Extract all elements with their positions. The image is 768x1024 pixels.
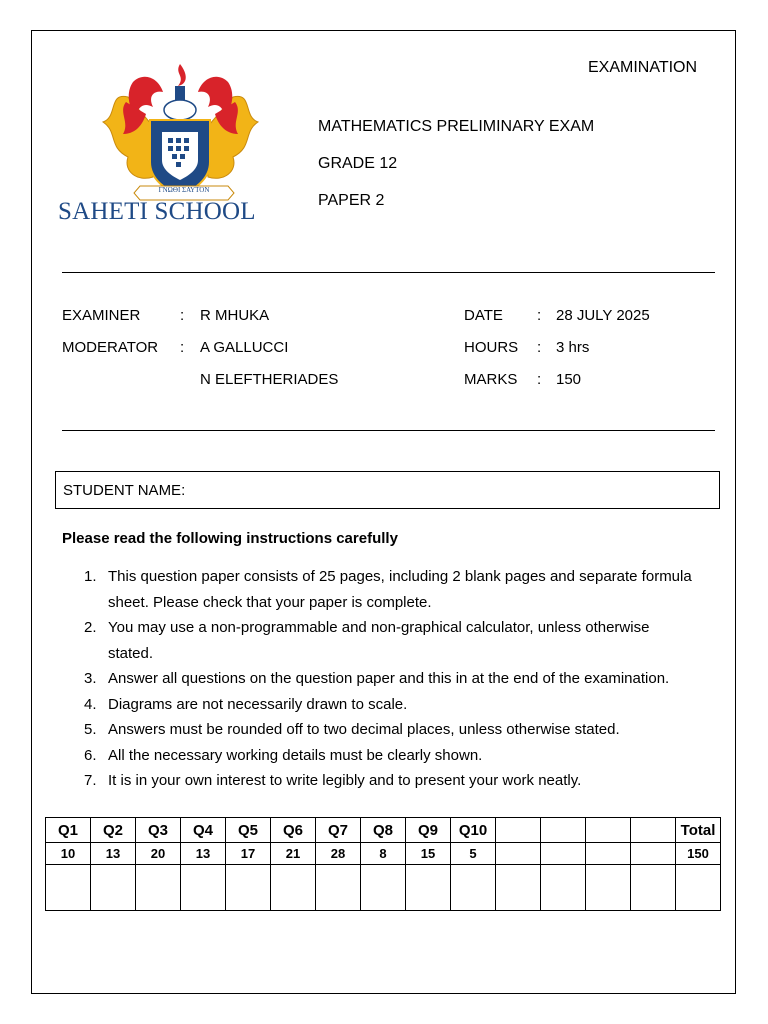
exam-title: MATHEMATICS PRELIMINARY EXAM xyxy=(318,118,595,135)
instruction-number: 5. xyxy=(84,721,97,738)
instructions-list xyxy=(62,564,722,794)
instruction-text: All the necessary working details must be clearly shown. xyxy=(108,746,483,764)
instruction-text: This question paper consists of 25 pages, including 2 blank pages and separate formula xyxy=(108,568,692,585)
marks-score-cell[interactable] xyxy=(316,865,361,911)
marks-value-cell xyxy=(586,843,631,865)
marks-score-cell[interactable] xyxy=(271,865,316,911)
date-value: 28 JULY 2025 xyxy=(556,307,650,324)
marks-values-row xyxy=(46,843,721,865)
marks-header-cell: Q8 xyxy=(361,818,406,843)
marks-value-cell: 10 xyxy=(46,843,91,865)
marks-header-cell: Q7 xyxy=(316,818,361,843)
marks-value-cell: 13 xyxy=(181,843,226,865)
marks-value-cell: 5 xyxy=(451,843,496,865)
marks-score-cell[interactable] xyxy=(361,865,406,911)
marks-score-cell[interactable] xyxy=(406,865,451,911)
marks-value-cell: 20 xyxy=(136,843,181,865)
instruction-item xyxy=(62,564,722,615)
marks-header-cell xyxy=(541,818,586,843)
marks-value-cell: 21 xyxy=(271,843,316,865)
marks-value-cell xyxy=(631,843,676,865)
marks-value-cell: 13 xyxy=(91,843,136,865)
instruction-text: Answers must be rounded off to two decimal places, unless otherwise stated. xyxy=(108,721,620,738)
instruction-text: stated. xyxy=(108,644,154,662)
marks-score-cell[interactable] xyxy=(451,865,496,911)
divider-top xyxy=(62,272,715,273)
student-name-field[interactable] xyxy=(55,471,720,509)
marks-header-cell: Q9 xyxy=(406,818,451,843)
marks-value-cell: 17 xyxy=(226,843,271,865)
date-separator: : xyxy=(537,307,542,324)
marks-score-cell[interactable] xyxy=(496,865,541,911)
examiner-separator: : xyxy=(180,307,185,324)
moderator-label: MODERATOR xyxy=(62,339,159,356)
hours-separator: : xyxy=(537,339,542,356)
marks-score-cell[interactable] xyxy=(226,865,271,911)
instruction-text: It is in your own interest to write legibly and to present your work neatly. xyxy=(108,772,582,789)
marks-score-cell[interactable] xyxy=(136,865,181,911)
examiner-label: EXAMINER xyxy=(62,307,141,324)
marks-value: 150 xyxy=(556,371,582,388)
paper-label: PAPER 2 xyxy=(318,192,385,209)
instruction-text: Diagrams are not necessarily drawn to scale. xyxy=(108,695,408,713)
instruction-text: You may use a non-programmable and non-graphical calculator, unless otherwise xyxy=(108,619,650,636)
instruction-number: 4. xyxy=(84,695,97,713)
instruction-item xyxy=(62,768,722,794)
marks-value-cell xyxy=(541,843,586,865)
instructions-heading: Please read the following instructions carefully xyxy=(62,530,398,547)
grade-label: GRADE 12 xyxy=(318,155,398,172)
marks-header-row xyxy=(46,818,721,843)
moderator-value-2: N ELEFTHERIADES xyxy=(200,371,339,388)
instruction-number: 7. xyxy=(84,772,97,789)
marks-label: MARKS xyxy=(464,371,518,388)
marks-header-cell: Q5 xyxy=(226,818,271,843)
school-logo xyxy=(58,62,308,226)
marks-score-row xyxy=(46,865,721,911)
instruction-item xyxy=(62,692,722,718)
marks-header-cell xyxy=(496,818,541,843)
marks-table xyxy=(45,817,721,911)
instruction-item xyxy=(62,615,722,666)
moderator-value-1: A GALLUCCI xyxy=(200,339,289,356)
marks-header-cell xyxy=(586,818,631,843)
marks-header-cell: Q3 xyxy=(136,818,181,843)
student-name-label: STUDENT NAME: xyxy=(63,482,186,499)
instruction-number: 1. xyxy=(84,568,97,585)
instruction-number: 2. xyxy=(84,619,97,636)
exam-type-label: EXAMINATION xyxy=(588,59,698,76)
marks-header-cell: Q10 xyxy=(451,818,496,843)
marks-score-cell[interactable] xyxy=(586,865,631,911)
instruction-item xyxy=(62,743,722,769)
instruction-item xyxy=(62,717,722,743)
moderator-separator: : xyxy=(180,339,185,356)
marks-score-cell[interactable] xyxy=(541,865,586,911)
instruction-text: Answer all questions on the question paper and this in at the end of the examination. xyxy=(108,670,670,687)
hours-value: 3 hrs xyxy=(556,339,590,356)
school-name: SAHETI SCHOOL xyxy=(58,198,256,225)
marks-score-cell[interactable] xyxy=(631,865,676,911)
marks-separator: : xyxy=(537,371,542,388)
hours-label: HOURS xyxy=(464,339,519,356)
marks-value-cell: 150 xyxy=(676,843,721,865)
marks-score-cell[interactable] xyxy=(676,865,721,911)
marks-value-cell: 15 xyxy=(406,843,451,865)
divider-bottom xyxy=(62,430,715,431)
marks-value-cell: 28 xyxy=(316,843,361,865)
instruction-item xyxy=(62,666,722,692)
instruction-number: 6. xyxy=(84,746,97,764)
marks-header-cell: Total xyxy=(676,818,721,843)
instruction-text: sheet. Please check that your paper is complete. xyxy=(108,593,432,611)
marks-score-cell[interactable] xyxy=(91,865,136,911)
marks-header-cell: Q6 xyxy=(271,818,316,843)
marks-header-cell: Q2 xyxy=(91,818,136,843)
marks-value-cell xyxy=(496,843,541,865)
examiner-value: R MHUKA xyxy=(200,307,270,324)
marks-score-cell[interactable] xyxy=(181,865,226,911)
marks-header-cell: Q4 xyxy=(181,818,226,843)
instruction-number: 3. xyxy=(84,670,97,687)
marks-score-cell[interactable] xyxy=(46,865,91,911)
date-label: DATE xyxy=(464,307,503,324)
marks-header-cell: Q1 xyxy=(46,818,91,843)
motto-text: ΓΝΩΘΙ ΣΑΥΤΟΝ xyxy=(158,186,210,194)
marks-header-cell xyxy=(631,818,676,843)
marks-value-cell: 8 xyxy=(361,843,406,865)
